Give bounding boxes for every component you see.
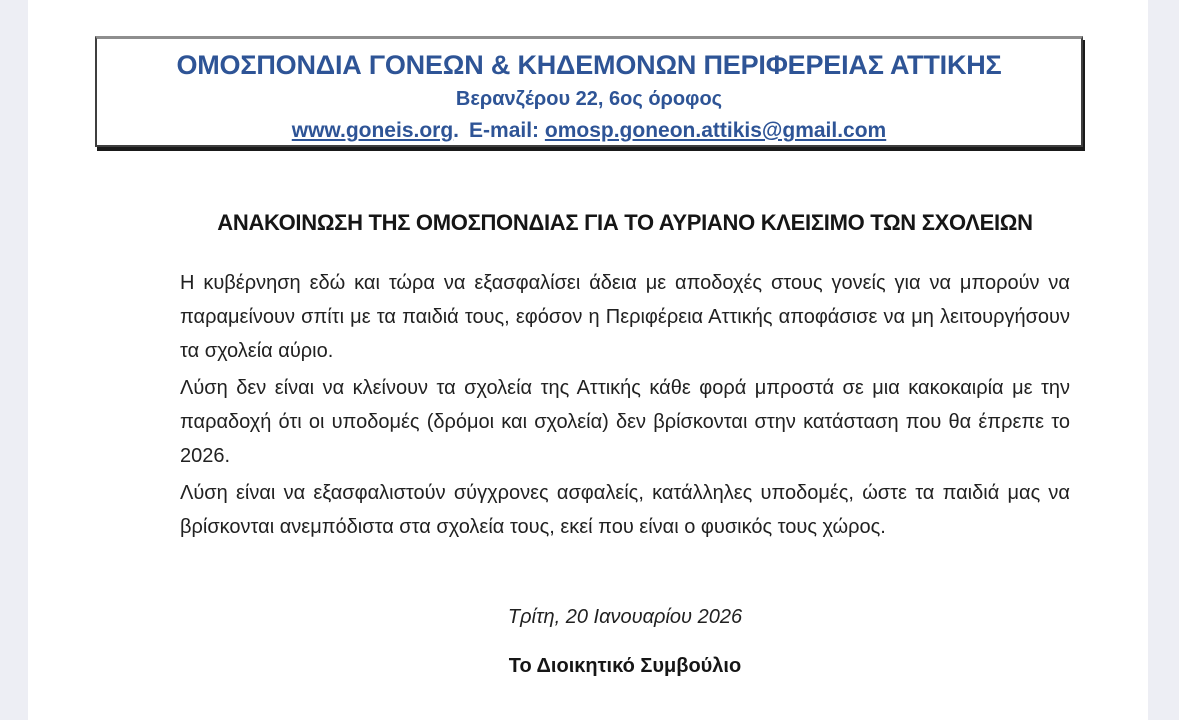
website-separator: . xyxy=(453,119,460,142)
date-line: Τρίτη, 20 Ιανουαρίου 2026 xyxy=(507,606,743,628)
body-paragraph-2: Λύση δεν είναι να κλείνουν τα σχολεία της Αττικής κάθε φορά μπροστά σε μια κακοκαιρία με την παραδοχή ότι οι υποδομές (δρόμοι και σχολεία) δεν βρίσκονται στην κατάσταση που θα έπρεπε το 2026. xyxy=(180,377,1070,467)
body-paragraph-3: Λύση είναι να εξασφαλιστούν σύγχρονες ασφαλείς, κατάλληλες υποδομές, ώστε τα παιδιά μας να βρίσκονται ανεμπόδιστα στα σχολεία τους, εκεί που είναι ο φυσικός τους χώρος. xyxy=(180,482,1070,538)
email-label: E-mail: xyxy=(469,119,540,142)
announcement-title: ΑΝΑΚΟΙΝΩΣΗ ΤΗΣ ΟΜΟΣΠΟΝΔΙΑΣ ΓΙΑ ΤΟ ΑΥΡΙΑΝΟ ΚΛΕΙΣΙΜΟ ΤΩΝ ΣΧΟΛΕΙΩΝ xyxy=(217,210,1033,235)
body-paragraph-1: Η κυβέρνηση εδώ και τώρα να εξασφαλίσει άδεια με αποδοχές στους γονείς για να μπορούν να παραμείνουν σπίτι με τα παιδιά τους, εφόσον η Περιφέρεια Αττικής αποφάσισε να μη λειτουργήσουν τα σχολεία αύριο. xyxy=(180,272,1070,362)
signature-line: Το Διοικητικό Συμβούλιο xyxy=(508,655,742,677)
address-line: Βερανζέρου 22, 6ος όροφος xyxy=(455,88,723,110)
document-page xyxy=(28,0,1148,720)
website-link[interactable]: www.goneis.org xyxy=(291,119,454,142)
contact-line xyxy=(97,119,1081,143)
viewer-background-right xyxy=(1147,0,1179,720)
email-link[interactable]: omosp.goneon.attikis@gmail.com xyxy=(544,119,887,142)
letterhead-box xyxy=(95,36,1083,147)
organization-name: ΟΜΟΣΠΟΝΔΙΑ ΓΟΝΕΩΝ & ΚΗΔΕΜΟΝΩΝ ΠΕΡΙΦΕΡΕΙΑΣ ΑΤΤΙΚΗΣ xyxy=(176,50,1002,80)
viewer-background-left xyxy=(0,0,29,720)
